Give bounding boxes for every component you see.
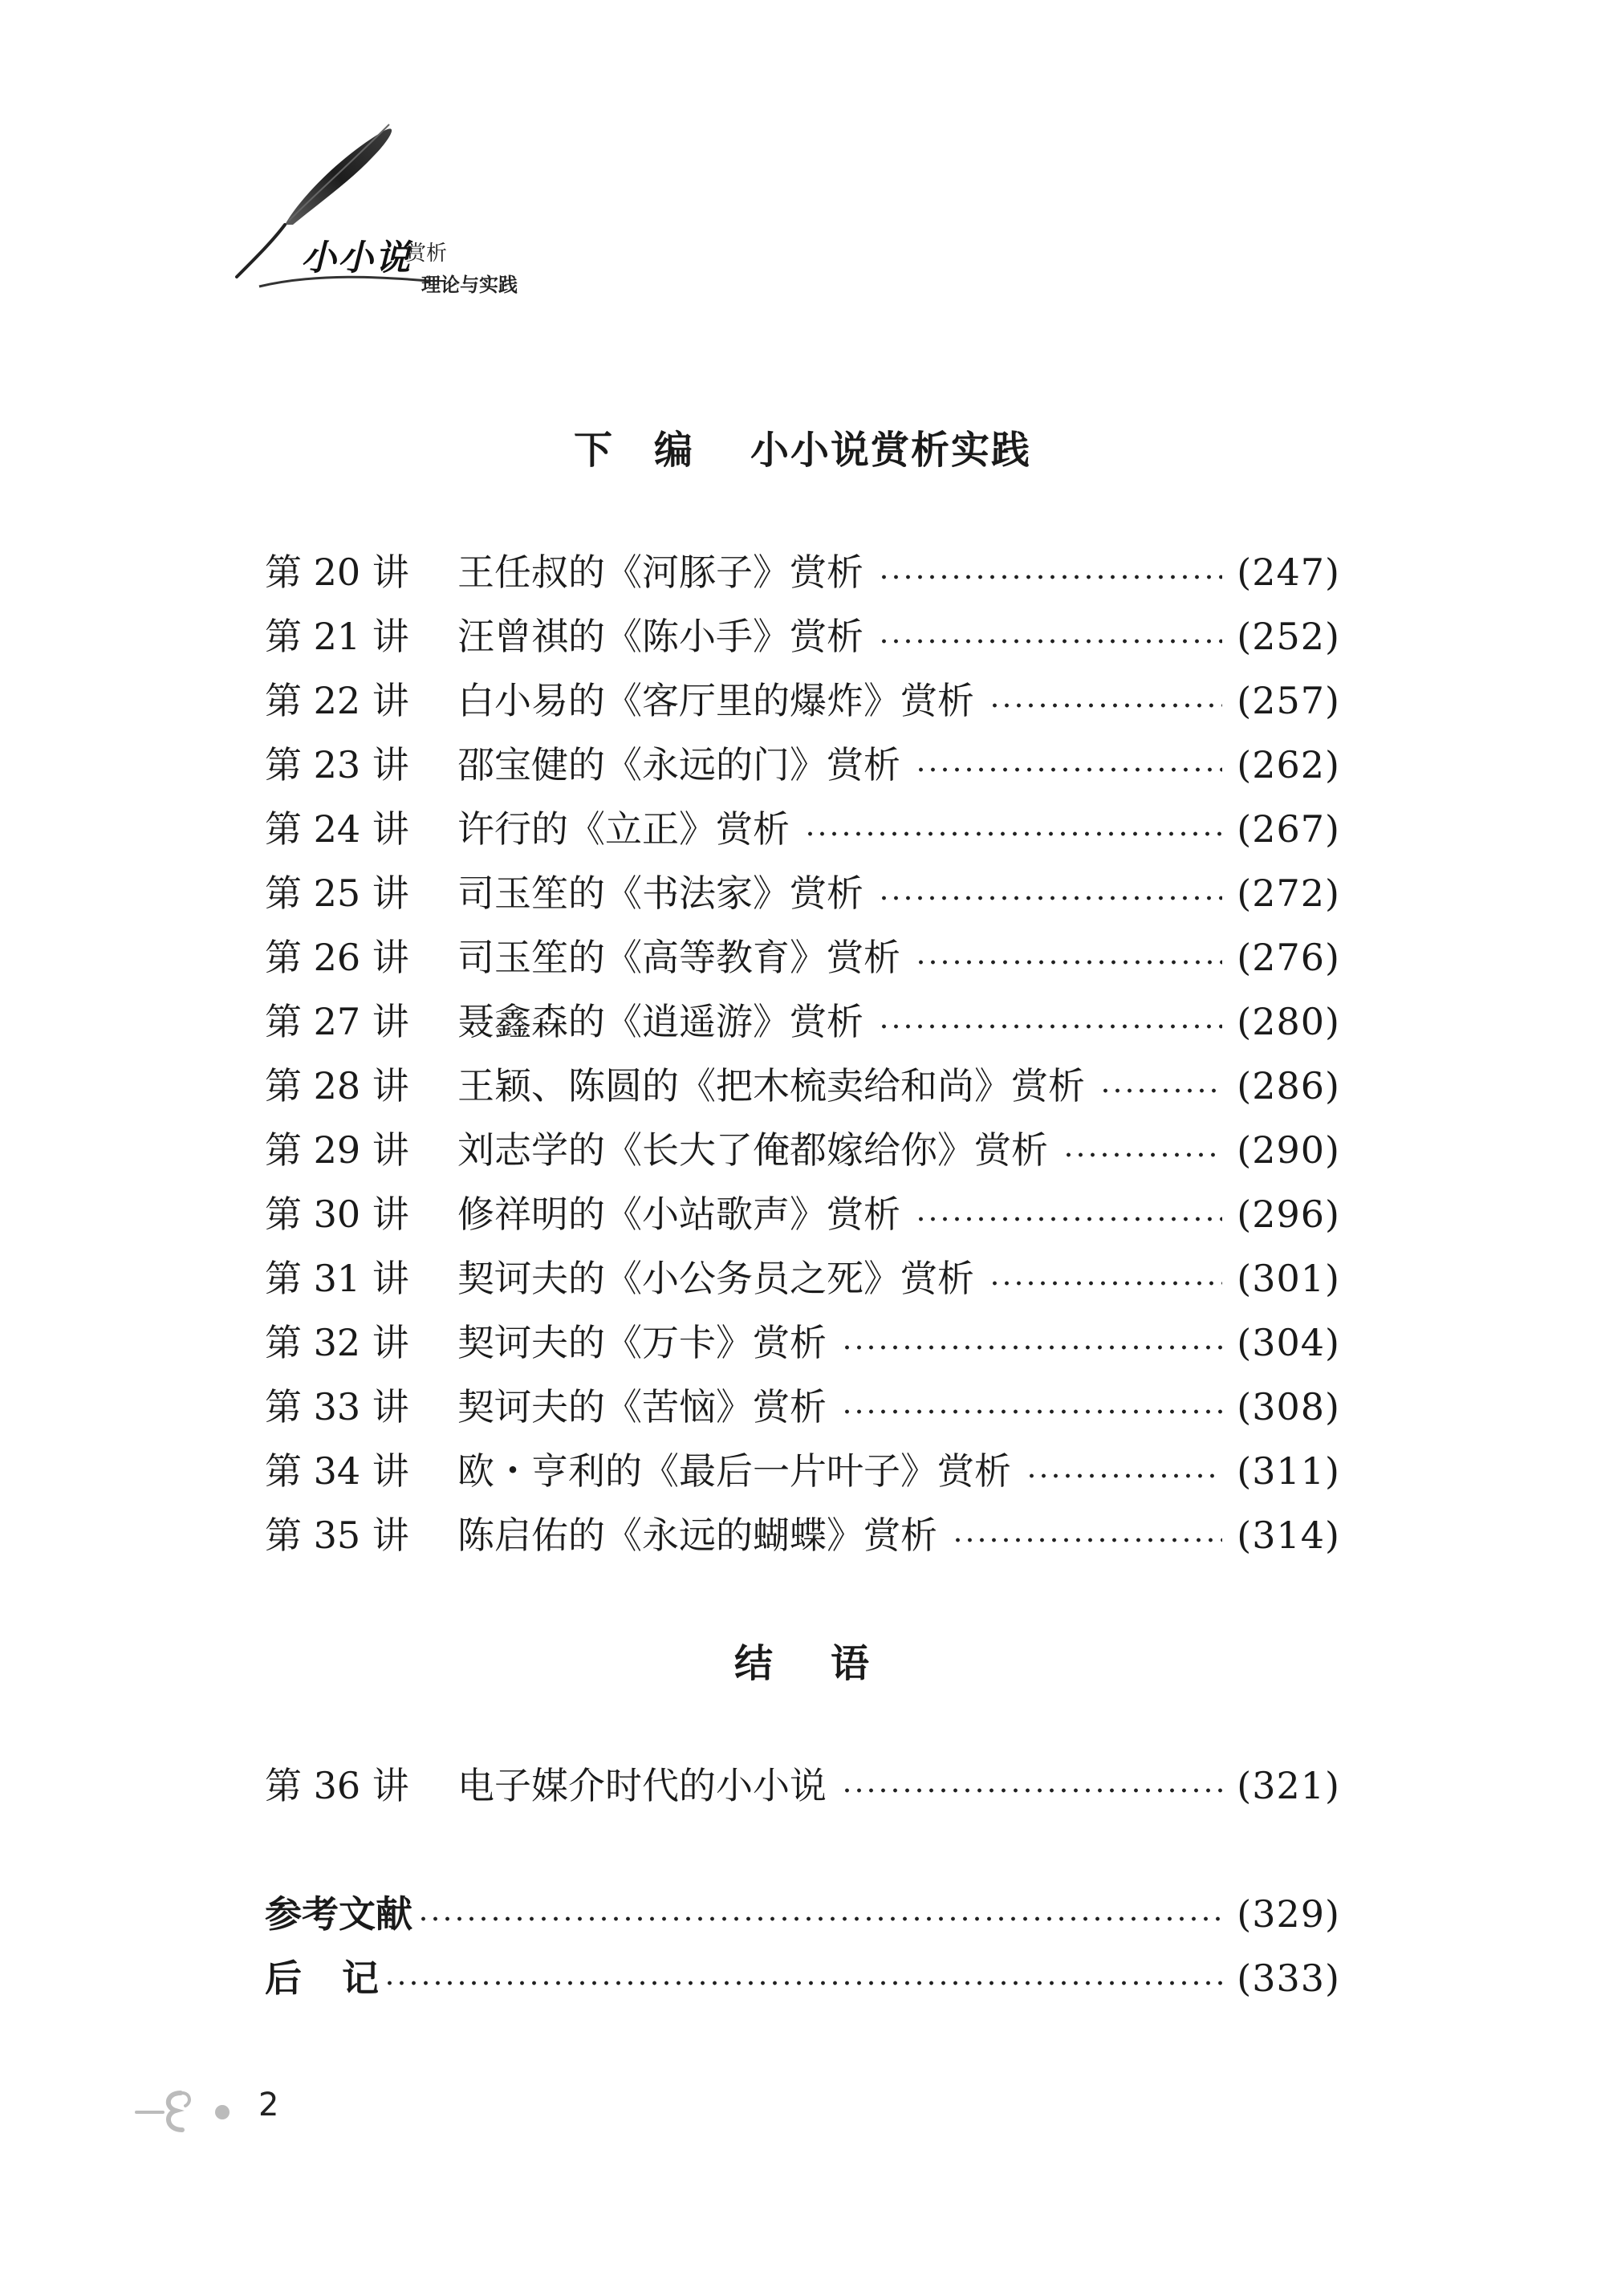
header-logo bbox=[229, 108, 566, 301]
lecture-title: 聂鑫森的《逍遥游》赏析 bbox=[457, 1000, 863, 1043]
toc-entry[interactable] bbox=[265, 994, 1340, 1050]
dot-leader bbox=[989, 703, 1222, 708]
lecture-number: 第 21 讲 bbox=[265, 615, 409, 658]
page-ref: (262) bbox=[1237, 743, 1340, 786]
page-ref: (290) bbox=[1237, 1128, 1340, 1172]
toc-entry[interactable] bbox=[265, 1250, 1340, 1306]
dot-leader bbox=[989, 1281, 1222, 1286]
lecture-number: 第 26 讲 bbox=[265, 936, 409, 979]
lecture-title: 电子媒介时代的小小说 bbox=[457, 1764, 827, 1807]
conclusion-heading bbox=[0, 1632, 1605, 1688]
lecture-title: 契诃夫的《万卡》赏析 bbox=[457, 1321, 827, 1364]
dot-leader bbox=[952, 1538, 1222, 1542]
lecture-number: 第 32 讲 bbox=[265, 1321, 409, 1364]
lecture-number: 第 20 讲 bbox=[265, 551, 409, 594]
dot-leader bbox=[878, 575, 1222, 579]
toc-entry[interactable] bbox=[265, 1758, 1340, 1814]
lecture-title: 邵宝健的《永远的门》赏析 bbox=[457, 743, 900, 786]
page-ref: (272) bbox=[1237, 872, 1340, 915]
page-number: 2 bbox=[258, 2087, 279, 2123]
dot-leader bbox=[417, 1916, 1222, 1921]
page-ref: (314) bbox=[1237, 1514, 1340, 1557]
toc-entry[interactable] bbox=[265, 1379, 1340, 1435]
page-ref: (333) bbox=[1237, 1957, 1340, 2000]
logo-subtitle-2: 理论与实践 bbox=[421, 273, 518, 296]
dot-leader bbox=[915, 960, 1222, 965]
lecture-title: 司玉笙的《高等教育》赏析 bbox=[457, 936, 900, 979]
page-ref: (296) bbox=[1237, 1193, 1340, 1236]
dot-leader bbox=[841, 1788, 1222, 1793]
dot-leader bbox=[915, 767, 1222, 772]
lecture-number: 第 27 讲 bbox=[265, 1000, 409, 1043]
backmatter-title bbox=[265, 1886, 412, 1942]
dot-leader bbox=[878, 639, 1222, 644]
dot-leader bbox=[915, 1217, 1222, 1221]
toc-entry[interactable] bbox=[265, 737, 1340, 793]
footer-ornament-icon bbox=[132, 2079, 253, 2143]
conclusion-heading-char-1: 结 bbox=[733, 1641, 774, 1686]
page-ref: (304) bbox=[1237, 1321, 1340, 1364]
lecture-title: 白小易的《客厅里的爆炸》赏析 bbox=[457, 679, 974, 722]
page-ref: (247) bbox=[1237, 551, 1340, 594]
dot-leader bbox=[1099, 1088, 1222, 1093]
lecture-number: 第 34 讲 bbox=[265, 1449, 409, 1493]
toc-entry[interactable] bbox=[265, 544, 1340, 600]
lecture-title: 修祥明的《小站歌声》赏析 bbox=[457, 1193, 900, 1236]
toc-entry[interactable] bbox=[265, 929, 1340, 985]
page-ref: (257) bbox=[1237, 679, 1340, 722]
page-ref: (329) bbox=[1237, 1892, 1340, 1936]
toc-entry[interactable] bbox=[265, 1122, 1340, 1178]
toc-entry[interactable] bbox=[265, 1186, 1340, 1242]
lecture-title: 契诃夫的《苦恼》赏析 bbox=[457, 1385, 827, 1428]
page-ref: (311) bbox=[1237, 1449, 1340, 1493]
dot-leader bbox=[878, 1024, 1222, 1029]
toc-entry[interactable] bbox=[265, 1443, 1340, 1499]
toc-entry[interactable] bbox=[265, 673, 1340, 729]
dot-leader bbox=[1063, 1152, 1222, 1157]
dot-leader bbox=[878, 896, 1222, 900]
page-ref: (280) bbox=[1237, 1000, 1340, 1043]
logo-subtitle-1: 赏析 bbox=[405, 242, 448, 266]
lecture-number: 第 33 讲 bbox=[265, 1385, 409, 1428]
part-heading-title: 小小说赏析实践 bbox=[750, 428, 1032, 473]
toc-entry[interactable] bbox=[265, 1507, 1340, 1563]
toc-entry-references[interactable] bbox=[265, 1886, 1340, 1942]
lecture-title: 王任叔的《河豚子》赏析 bbox=[457, 551, 863, 594]
lecture-number: 第 29 讲 bbox=[265, 1128, 409, 1172]
lecture-title: 欧・亨利的《最后一片叶子》赏析 bbox=[457, 1449, 1011, 1493]
lecture-title: 司玉笙的《书法家》赏析 bbox=[457, 872, 863, 915]
lecture-number: 第 23 讲 bbox=[265, 743, 409, 786]
page-ref: (267) bbox=[1237, 807, 1340, 851]
conclusion-heading-char-2: 语 bbox=[831, 1641, 872, 1686]
lecture-number: 第 31 讲 bbox=[265, 1257, 409, 1300]
lecture-title: 契诃夫的《小公务员之死》赏析 bbox=[457, 1257, 974, 1300]
lecture-number: 第 35 讲 bbox=[265, 1514, 409, 1557]
page-ref: (276) bbox=[1237, 936, 1340, 979]
lecture-number: 第 36 讲 bbox=[265, 1764, 409, 1807]
logo-title: 小小说 bbox=[301, 238, 412, 278]
toc-entry[interactable] bbox=[265, 1058, 1340, 1114]
part-heading bbox=[0, 419, 1605, 474]
toc-entry[interactable] bbox=[265, 801, 1340, 857]
lecture-number: 第 30 讲 bbox=[265, 1193, 409, 1236]
lecture-number: 第 24 讲 bbox=[265, 807, 409, 851]
toc-entry[interactable] bbox=[265, 1315, 1340, 1371]
toc-entry[interactable] bbox=[265, 608, 1340, 664]
page-ref: (252) bbox=[1237, 615, 1340, 658]
dot-leader bbox=[841, 1409, 1222, 1414]
lecture-title: 刘志学的《长大了俺都嫁给你》赏析 bbox=[457, 1128, 1048, 1172]
page-ref: (286) bbox=[1237, 1064, 1340, 1107]
lecture-title: 许行的《立正》赏析 bbox=[457, 807, 790, 851]
toc-entry-afterword[interactable] bbox=[265, 1950, 1340, 2006]
backmatter-title-char-2: 记 bbox=[342, 1957, 379, 2000]
page-ref: (321) bbox=[1237, 1764, 1340, 1807]
page-ref: (301) bbox=[1237, 1257, 1340, 1300]
lecture-number: 第 22 讲 bbox=[265, 679, 409, 722]
part-heading-label: 下 编 bbox=[573, 428, 694, 473]
lecture-title: 王颖、陈圆的《把木梳卖给和尚》赏析 bbox=[457, 1064, 1085, 1107]
dot-leader bbox=[804, 831, 1222, 836]
dot-leader bbox=[1026, 1473, 1222, 1478]
lecture-title: 陈启佑的《永远的蝴蝶》赏析 bbox=[457, 1514, 937, 1557]
lecture-number: 第 28 讲 bbox=[265, 1064, 409, 1107]
lecture-title: 汪曾祺的《陈小手》赏析 bbox=[457, 615, 863, 658]
backmatter-title-text: 参考文献 bbox=[265, 1892, 412, 1936]
backmatter-title-char-1: 后 bbox=[265, 1957, 302, 2000]
dot-leader bbox=[384, 1981, 1222, 1985]
toc-entry[interactable] bbox=[265, 865, 1340, 921]
page-ref: (308) bbox=[1237, 1385, 1340, 1428]
lecture-number: 第 25 讲 bbox=[265, 872, 409, 915]
backmatter-title bbox=[265, 1950, 379, 2006]
dot-leader bbox=[841, 1345, 1222, 1350]
